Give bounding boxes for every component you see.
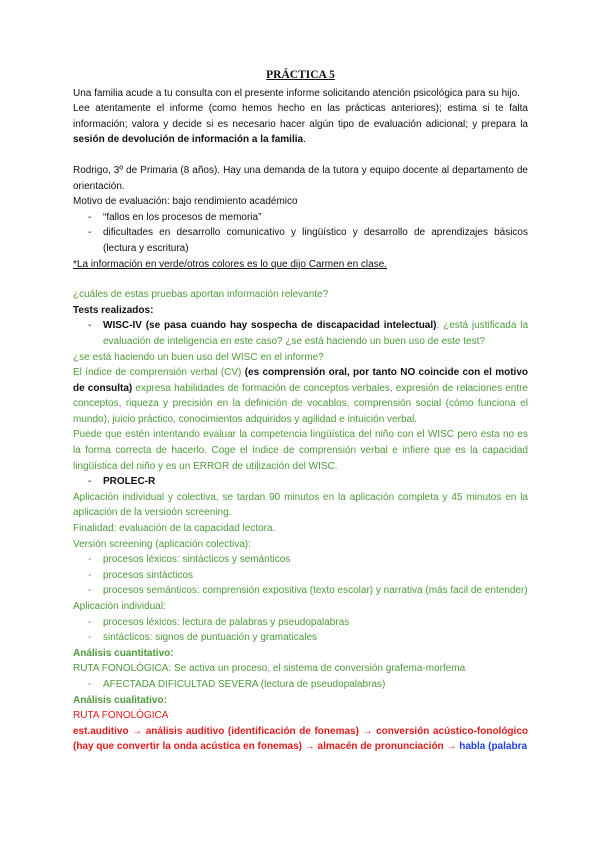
list-item-text: procesos léxicos: lectura de palabras y pseudopalabras [103,616,350,628]
bullet-dash: - [88,476,92,488]
list-item-text: sintácticos: signos de puntuación y gramaticales [103,632,318,644]
cv-paragraph-2: Puede que estén intentando evaluar la competencia lingüística del niño con el WISC pero esta no es la forma correcta de hacerlo. Coge el índice de comprensión verbal e infiere que es la capacidad lingüística del niño y es un ERROR de utilización del WISC. [73,429,528,472]
cv-description: expresa habilidades de formación de conceptos verbales, expresión de relaciones entre conceptos, riqueza y precisión en la definición de vocablos, comprensión social (cómo funciona el mundo), juicio práctico, conocimientos adquiridos y agilidad e intuición verbal. [73,382,528,425]
list-item-text: procesos sintácticos [103,569,194,581]
cv-bold-note: (es comprensión oral, por tanto NO coincide con el motivo de consulta) [73,367,528,394]
list-item-text: procesos semánticos: comprensión expositiva (texto escolar) y narrativa (más facil de entender) [103,585,528,597]
motive-line: Motivo de evaluación: bajo rendimiento académico [73,196,298,208]
list-item [73,630,528,646]
list-item-text: dificultades en desarrollo comunicativo y lingüístico y desarrollo de aprendizajes básicos (lectura y escritura) [103,227,528,254]
prolec-item [73,474,528,490]
bullet-dash: - [88,632,92,644]
list-item-text: procesos léxicos: sintácticos y semánticos [103,554,291,566]
list-item [73,552,528,568]
screening-heading: Versión screening (aplicación colectiva): [73,538,251,550]
bullet-dash: - [88,227,92,239]
wisc-note: (se pasa cuando hay sospecha de discapacidad intelectual) [141,320,437,332]
bullet-dash: - [88,320,92,332]
quant-paragraph: RUTA FONOLÓGICA: Se activa un proceso, el sistema de conversión grafema-morfema [73,663,466,675]
tests-heading: Tests realizados: [73,304,154,316]
color-note: *La información en verde/otros colores es lo que dijo Carmen en clase. [73,258,388,270]
list-item [73,677,528,693]
page-title: PRÁCTICA 5 [266,69,335,81]
flow-paragraph [73,724,528,755]
prolec-paragraph-1: Aplicación individual y colectiva, se tardan 90 minutos en la aplicación completa y 45 minutos en la aplicación de la versioón screening. [73,491,528,519]
wisc-item [73,318,528,349]
list-item [73,615,528,631]
quant-heading: Análisis cuantitativo: [73,647,174,659]
wisc-label: WISC-IV [103,320,142,332]
cv-paragraph [73,365,528,427]
individual-heading: Aplicación individual: [73,601,166,612]
bullet-dash: - [88,569,92,581]
list-item [73,210,528,226]
qual-heading: Análisis cualitativo: [73,694,167,706]
cv-intro: El índice de comprensión verbal (CV) [73,367,245,379]
question-wisc-use: ¿se está haciendo un buen uso del WISC en el informe? [73,351,324,363]
prolec-label: PROLEC-R [103,476,156,488]
list-item-text: “fallos en los procesos de memoria” [103,211,262,223]
question-relevance: ¿cuáles de estas pruebas aportan información relevante? [73,289,329,301]
bullet-dash: - [88,211,92,223]
intro-end: . [303,134,306,146]
intro-text: Lee atentamente el informe (como hemos hecho en las prácticas anteriores); estima si te falta información; valora y decide si es necesario hacer algún tipo de evaluación adicional; y prepara la [73,103,528,130]
list-item-text: AFECTADA DIFICULTAD SEVERA (lectura de pseudopalabras) [103,678,386,690]
bullet-dash: - [88,554,92,566]
prolec-paragraph-2: Finalidad: evaluación de la capacidad lectora. [73,523,276,535]
bullet-dash: - [88,585,92,597]
list-item [73,225,528,256]
document-page [73,68,528,755]
bullet-dash: - [88,616,92,628]
flow-red-text: est.auditivo → análisis auditivo (identificación de fonemas) → conversión acústico-fonológico (hay que convertir la onda acústica en fonemas) → almacén de pronunciación → [73,725,528,753]
case-paragraph: Rodrigo, 3º de Primaria (8 años). Hay una demanda de la tutora y equipo docente al departamento de orientación. [73,164,528,192]
intro-paragraph-2 [73,101,528,148]
bullet-dash: - [88,678,92,690]
qual-ruta: RUTA FONOLÓGICA [73,710,169,722]
intro-bold-text: sesión de devolución de información a la familia [73,134,304,146]
intro-paragraph-1: Una familia acude a tu consulta con el presente informe solicitando atención psicológica para su hijo. [73,87,520,99]
list-item [73,568,528,584]
flow-blue-text: habla (palabra [459,741,528,753]
list-item [73,583,528,599]
wisc-question: : ¿está justificada la evaluación de inteligencia en este caso? ¿se está haciendo un buen uso de este test? [103,320,528,347]
